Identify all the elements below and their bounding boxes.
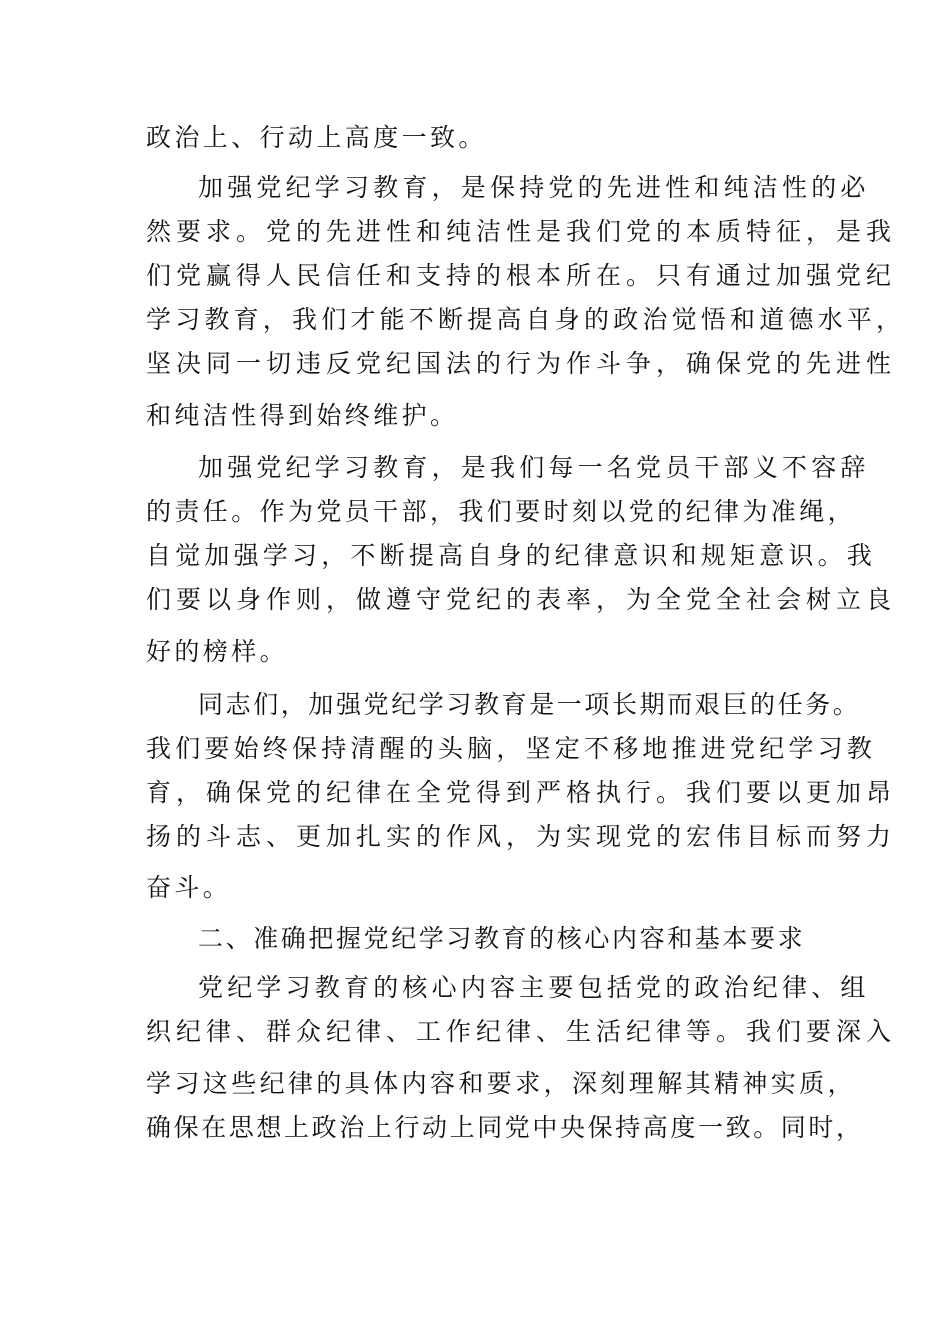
text-line: 我们要始终保持清醒的头脑，坚定不移地推进党纪学习教 [146,734,877,763]
text-line: 然要求。党的先进性和纯洁性是我们党的本质特征，是我 [146,217,897,246]
text-line: 好的榜样。 [146,637,289,666]
text-line: 坚决同一切违反党纪国法的行为作斗争，确保党的先进性 [146,349,897,378]
text-line: 确保在思想上政治上行动上同党中央保持高度一致。同时， [146,1113,864,1142]
paragraph-first-line: 同志们，加强党纪学习教育是一项长期而艰巨的任务。 [198,690,861,719]
text-line: 奋斗。 [146,873,232,902]
text-line: 自觉加强学习，不断提高自身的纪律意识和规矩意识。我 [146,541,877,570]
text-line: 和纯洁性得到始终维护。 [146,401,459,430]
paragraph-first-line: 加强党纪学习教育，是我们每一名党员干部义不容辞 [198,453,870,482]
paragraph-first-line: 加强党纪学习教育，是保持党的先进性和纯洁性的必 [198,173,870,202]
text-line: 育，确保党的纪律在全党得到严格执行。我们要以更加昂 [146,778,897,807]
text-line: 学习这些纪律的具体内容和要求，深刻理解其精神实质， [146,1069,857,1098]
text-line: 们要以身作则，做遵守党纪的表率，为全党全社会树立良 [146,585,897,614]
text-line: 们党赢得人民信任和支持的根本所在。只有通过加强党纪 [146,261,897,290]
text-line: 政治上、行动上高度一致。 [146,123,487,152]
text-line: 扬的斗志、更加扎实的作风，为实现党的宏伟目标而努力 [146,822,897,851]
text-line: 学习教育，我们才能不断提高自身的政治觉悟和道德水平， [146,305,906,334]
text-line: 的责任。作为党员干部，我们要时刻以党的纪律为准绳， [146,497,857,526]
text-line: 织纪律、群众纪律、工作纪律、生活纪律等。我们要深入 [146,1017,897,1046]
section-heading: 二、准确把握党纪学习教育的核心内容和基本要求 [198,924,806,953]
paragraph-first-line: 党纪学习教育的核心内容主要包括党的政治纪律、组 [198,973,870,1002]
